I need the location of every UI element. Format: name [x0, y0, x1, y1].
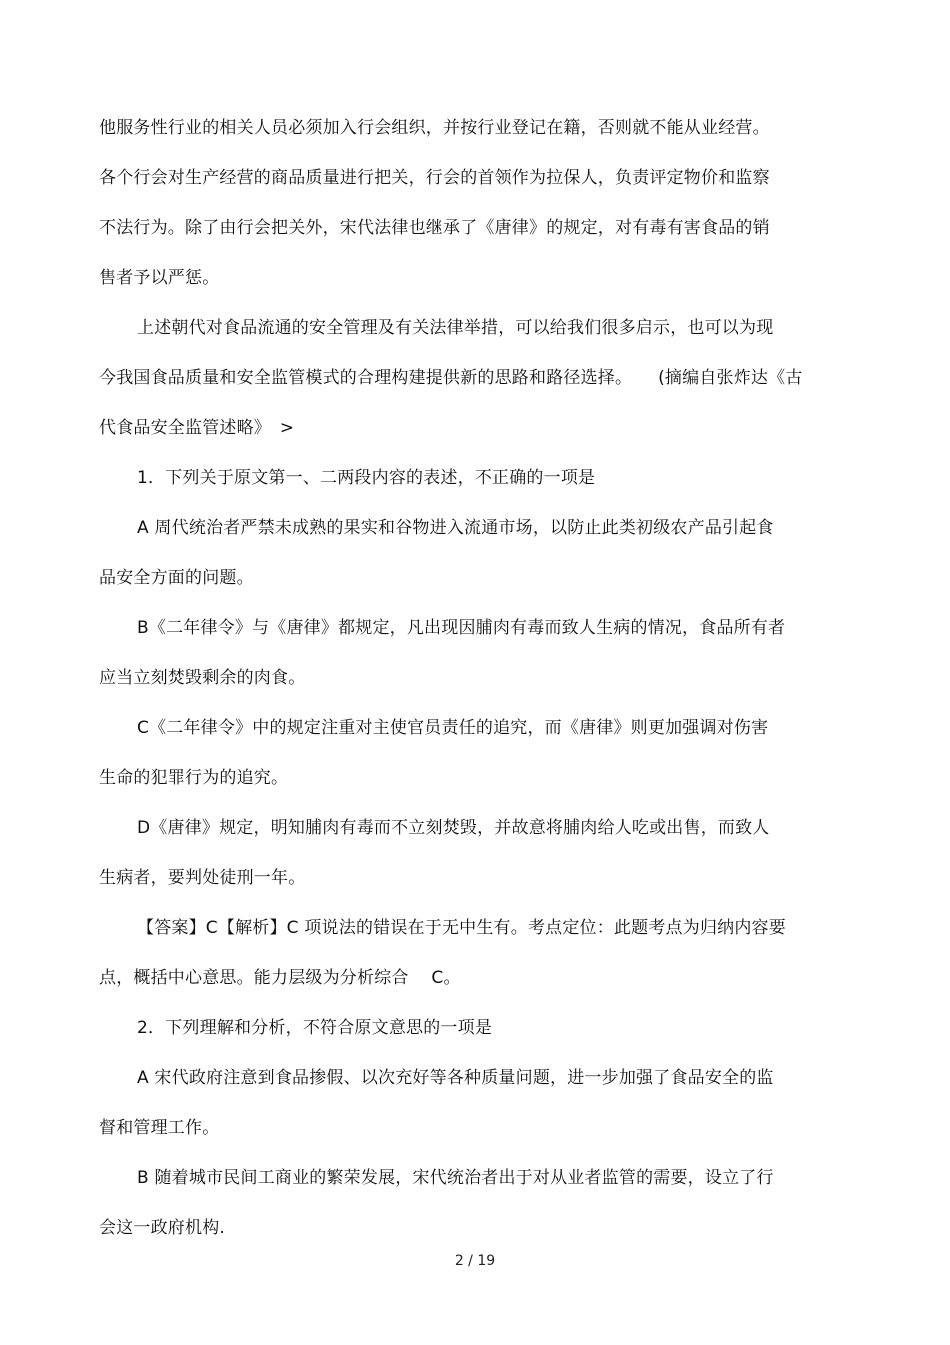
page-number: 2 / 19	[454, 1253, 496, 1269]
text-line: 生病者，要判处徒刑一年。	[99, 868, 306, 888]
question-2-stem: 2．下列理解和分析，不符合原文意思的一项是	[137, 1018, 493, 1038]
text-line: 今我国食品质量和安全监管模式的合理构建提供新的思路和路径选择。 (摘编自张炸达《古	[99, 368, 803, 388]
text-line: 各个行会对生产经营的商品质量进行把关，行会的首领作为拉保人，负责评定物价和监察	[99, 168, 770, 188]
answer-analysis: 【答案】C【解析】C 项说法的错误在于无中生有。考点定位：此题考点为归纳内容要	[137, 918, 786, 938]
text-line: 会这一政府机构.	[99, 1218, 226, 1238]
text-line: 品安全方面的问题。	[99, 568, 254, 588]
text-line: 上述朝代对食品流通的安全管理及有关法律举措，可以给我们很多启示，也可以为现	[137, 318, 774, 338]
option-c: C《二年律令》中的规定注重对主使官员责任的追究，而《唐律》则更加强调对伤害	[137, 718, 769, 738]
option-b: B《二年律令》与《唐律》都规定，凡出现因脯肉有毒而致人生病的情况，食品所有者	[137, 618, 786, 638]
text-line: 他服务性行业的相关人员必须加入行会组织，并按行业登记在籍，否则就不能从业经营。	[99, 118, 770, 138]
text-line: 应当立刻焚毁剩余的肉食。	[99, 668, 306, 688]
text-line: 代食品安全监管述略》 >	[99, 418, 295, 438]
text-line: 售者予以严惩。	[99, 268, 220, 288]
option-a: A 宋代政府注意到食品掺假、以次充好等各种质量问题，进一步加强了食品安全的监	[137, 1068, 774, 1088]
text-line: 点，概括中心意思。能力层级为分析综合 C。	[99, 968, 461, 988]
option-b: B 随着城市民间工商业的繁荣发展，宋代统治者出于对从业者监管的需要，设立了行	[137, 1168, 774, 1188]
text-line: 生命的犯罪行为的追究。	[99, 768, 289, 788]
question-1-stem: 1．下列关于原文第一、二两段内容的表述，不正确的一项是	[137, 468, 596, 488]
option-a: A 周代统治者严禁未成熟的果实和谷物进入流通市场，以防止此类初级农产品引起食	[137, 518, 774, 538]
text-line: 督和管理工作。	[99, 1118, 220, 1138]
option-d: D《唐律》规定，明知脯肉有毒而不立刻焚毁，并故意将脯肉给人吃或出售，而致人	[137, 818, 770, 838]
text-line: 不法行为。除了由行会把关外，宋代法律也继承了《唐律》的规定，对有毒有害食品的销	[99, 218, 770, 238]
